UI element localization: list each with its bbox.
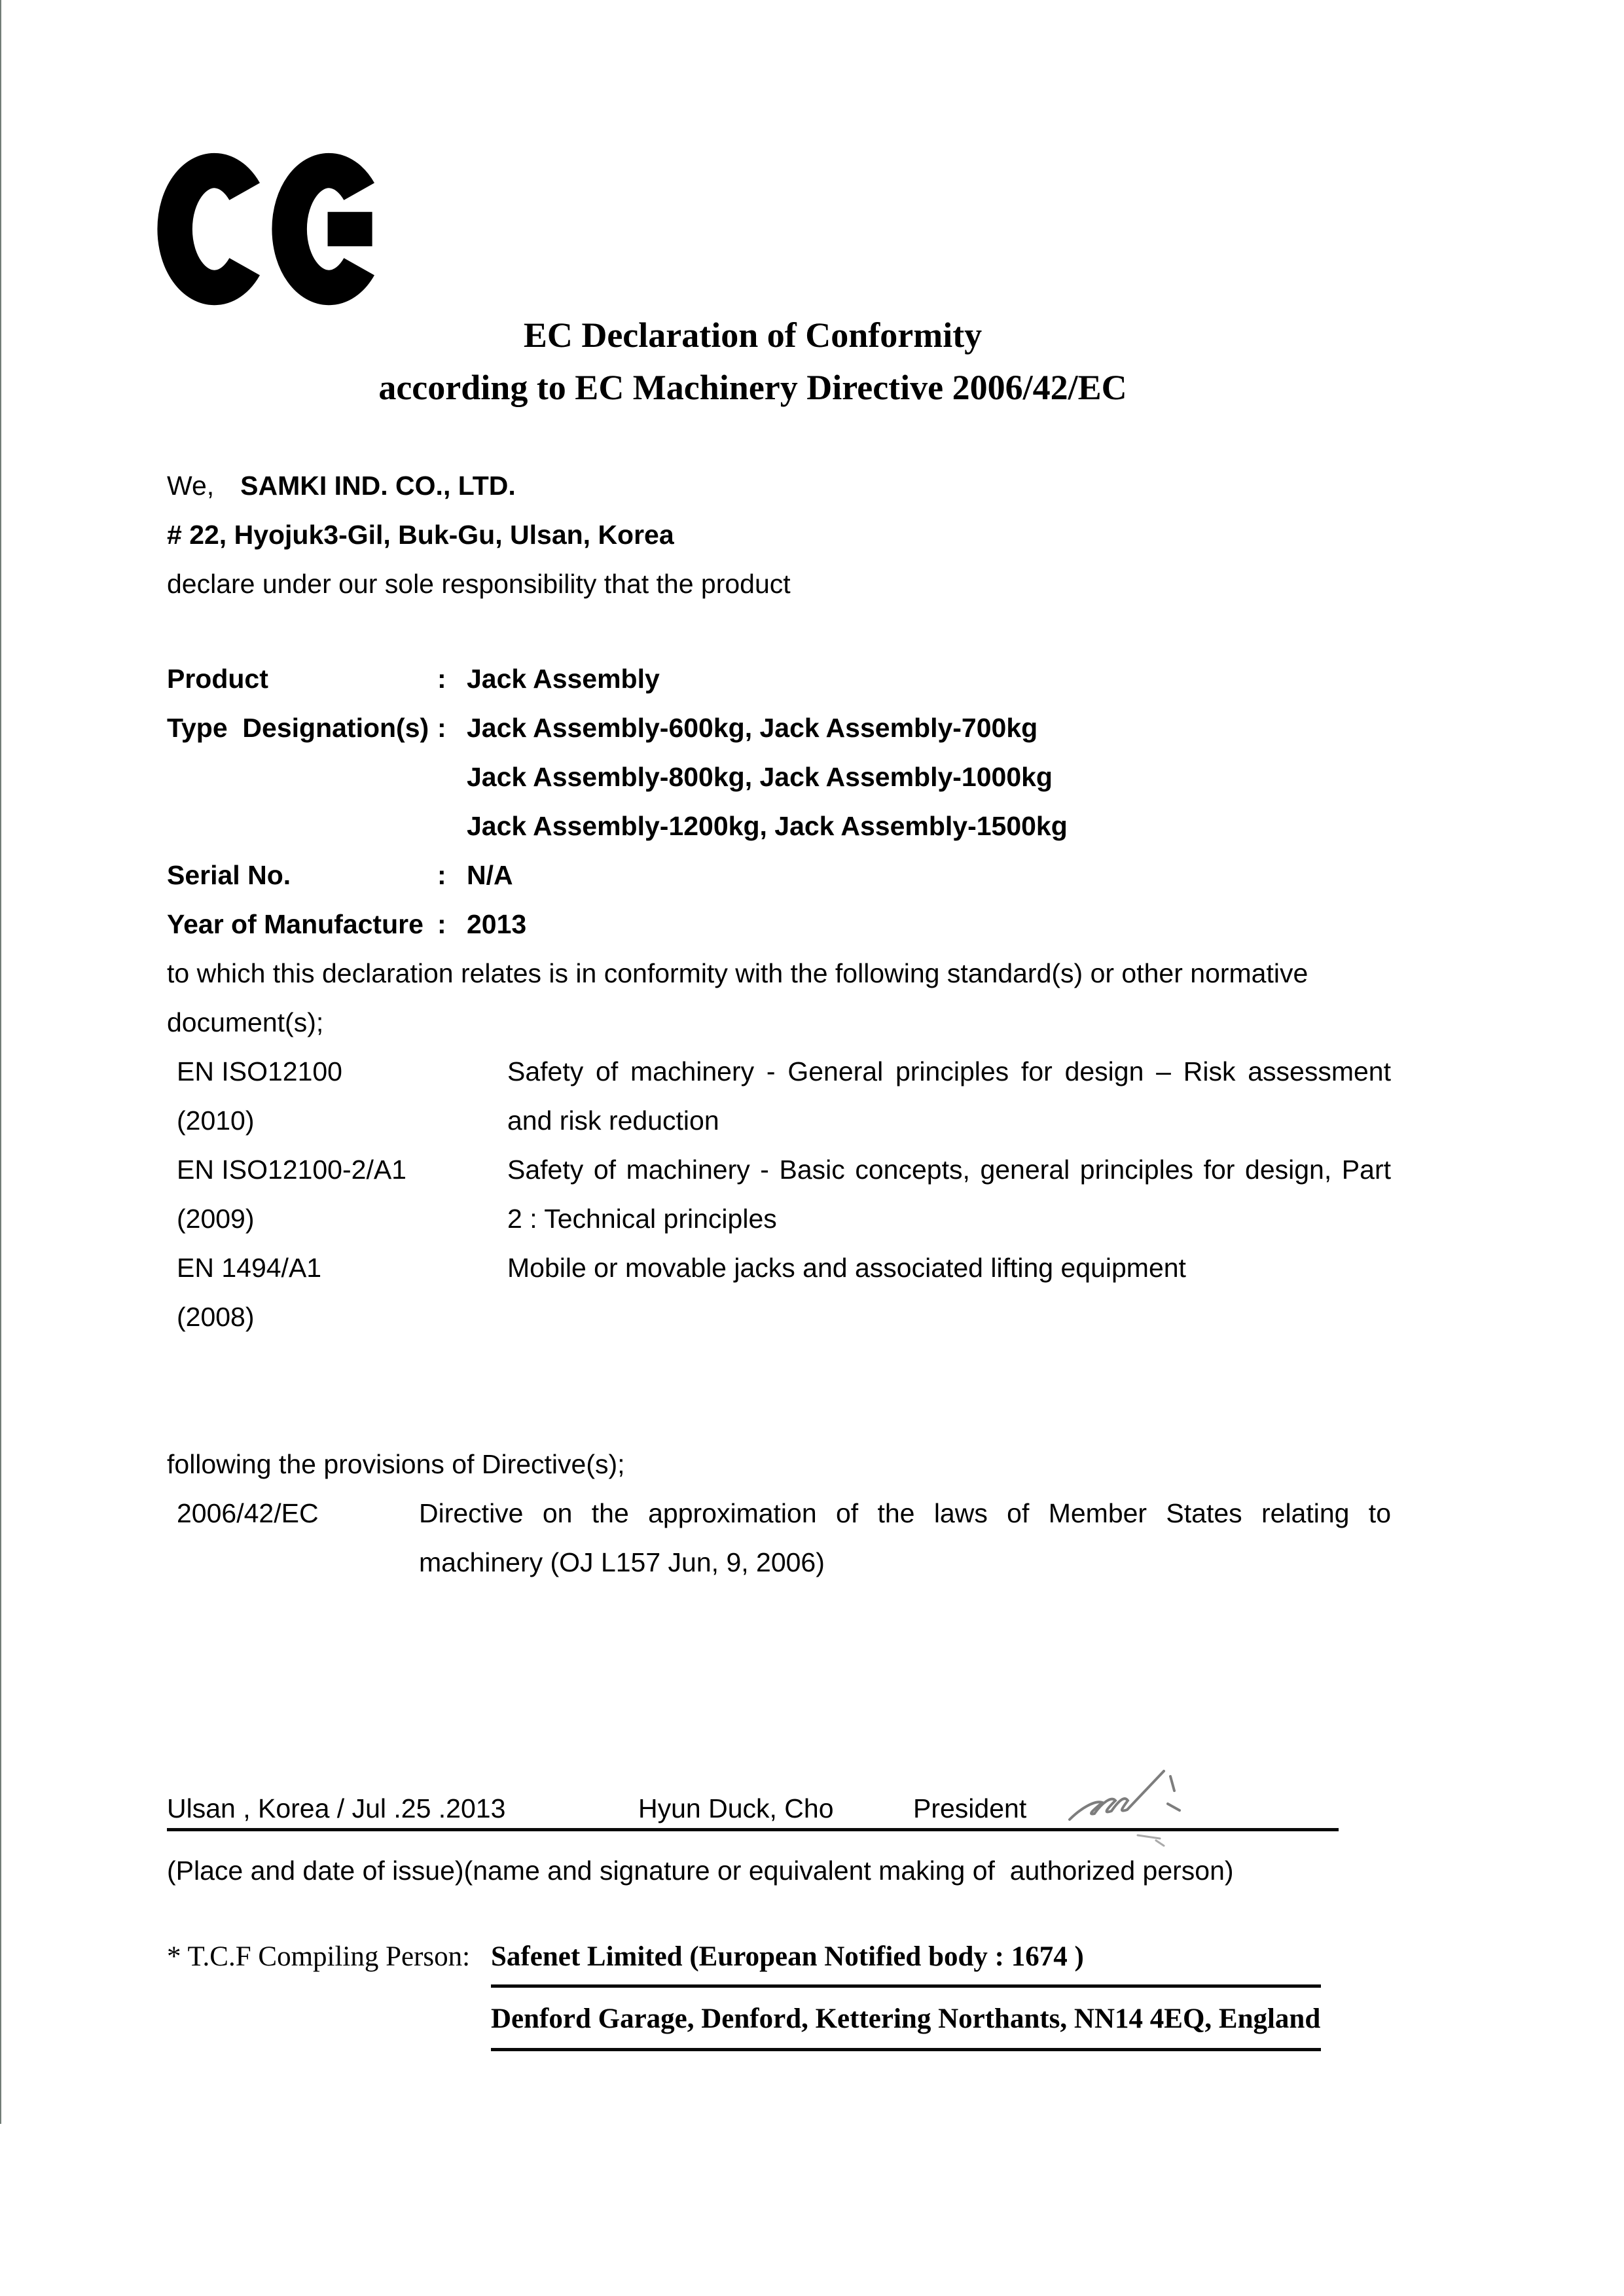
type-designation-row <box>167 704 1391 753</box>
colon: : <box>437 909 446 939</box>
standard-description <box>507 1293 1391 1342</box>
type-value-line-3: Jack Assembly-1200kg, Jack Assembly-1500kg <box>467 811 1068 841</box>
place-and-date: Ulsan , Korea / Jul .25 .2013 <box>167 1793 506 1823</box>
directive-description: Directive on the approximation of the laws of Member States relating to <box>419 1498 1391 1528</box>
type-value-line-2: Jack Assembly-800kg, Jack Assembly-1000kg <box>467 762 1053 792</box>
directive-row <box>167 1538 1391 1587</box>
colon: : <box>437 860 446 890</box>
standard-description: Safety of machinery - Basic concepts, general principles for design, Part <box>507 1155 1391 1185</box>
tcf-label: * T.C.F Compiling Person: <box>167 1941 471 1972</box>
serial-label: Serial No. <box>167 860 291 890</box>
standard-description: 2 : Technical principles <box>507 1204 777 1234</box>
title-line-1: EC Declaration of Conformity <box>523 315 983 355</box>
type-label: Type Designation(s) <box>167 713 429 743</box>
company-address: # 22, Hyojuk3-Gil, Buk-Gu, Ulsan, Korea <box>167 520 674 550</box>
signature-caption: (Place and date of issue)(name and signature or equivalent making of authorized person) <box>167 1856 1234 1886</box>
handwritten-signature <box>1060 1749 1204 1860</box>
standard-row <box>167 1145 1391 1194</box>
document-body <box>167 461 1391 1587</box>
ce-marking-icon <box>157 149 386 310</box>
directive-code-empty <box>167 1538 419 1587</box>
colon: : <box>437 713 446 743</box>
standard-description: Safety of machinery - General principles for design – Risk assessment <box>507 1056 1391 1086</box>
year-of-manufacture-row <box>167 900 1391 949</box>
standard-row <box>167 1244 1391 1293</box>
signatory-name: Hyun Duck, Cho <box>638 1793 834 1823</box>
directive-row <box>167 1489 1391 1538</box>
standard-row <box>167 1096 1391 1145</box>
serial-no-row <box>167 851 1391 900</box>
standard-year: (2009) <box>177 1204 255 1234</box>
directive-code: 2006/42/EC <box>177 1498 319 1528</box>
standard-code: EN ISO12100 <box>177 1056 342 1086</box>
standard-year: (2008) <box>177 1302 255 1332</box>
standard-description: and risk reduction <box>507 1105 719 1136</box>
product-row <box>167 655 1391 704</box>
document-title-block <box>167 309 1339 414</box>
type-value-line-1: Jack Assembly-600kg, Jack Assembly-700kg <box>467 713 1038 743</box>
tcf-address-line: Denford Garage, Denford, Kettering Northants, NN14 4EQ, England <box>491 1998 1321 2051</box>
standard-year: (2010) <box>177 1105 255 1136</box>
standard-code: EN ISO12100-2/A1 <box>177 1155 406 1185</box>
standards-intro-line-1: to which this declaration relates is in conformity with the following standard(s) or other normative <box>167 958 1308 988</box>
spacer <box>167 609 1391 655</box>
we-label: We, <box>167 471 215 501</box>
directive-description: machinery (OJ L157 Jun, 9, 2006) <box>419 1547 825 1577</box>
colon: : <box>437 664 446 694</box>
product-label: Product <box>167 664 268 694</box>
standard-code: EN 1494/A1 <box>177 1253 322 1283</box>
tcf-value <box>491 1936 1321 2051</box>
standard-description: Mobile or movable jacks and associated lifting equipment <box>507 1253 1186 1283</box>
standard-row <box>167 1293 1391 1342</box>
declaration-line: declare under our sole responsibility that the product <box>167 569 791 599</box>
standards-intro-line-2: document(s); <box>167 1007 324 1037</box>
standard-row <box>167 1047 1391 1096</box>
year-value: 2013 <box>467 909 527 939</box>
product-value: Jack Assembly <box>467 664 660 694</box>
tcf-block <box>167 1936 1391 2051</box>
signatory-role: President <box>913 1793 1027 1823</box>
serial-value: N/A <box>467 860 513 890</box>
company-line <box>167 461 1391 511</box>
directives-intro: following the provisions of Directive(s); <box>167 1449 625 1479</box>
spacer <box>167 1342 1391 1440</box>
scan-edge-line <box>0 0 1 2124</box>
company-name: SAMKI IND. CO., LTD. <box>240 471 516 501</box>
title-line-2: according to EC Machinery Directive 2006/42/EC <box>378 368 1127 407</box>
year-label: Year of Manufacture <box>167 909 424 939</box>
tcf-company-line: Safenet Limited (European Notified body : 1674 ) <box>491 1936 1321 1988</box>
standard-row <box>167 1194 1391 1244</box>
